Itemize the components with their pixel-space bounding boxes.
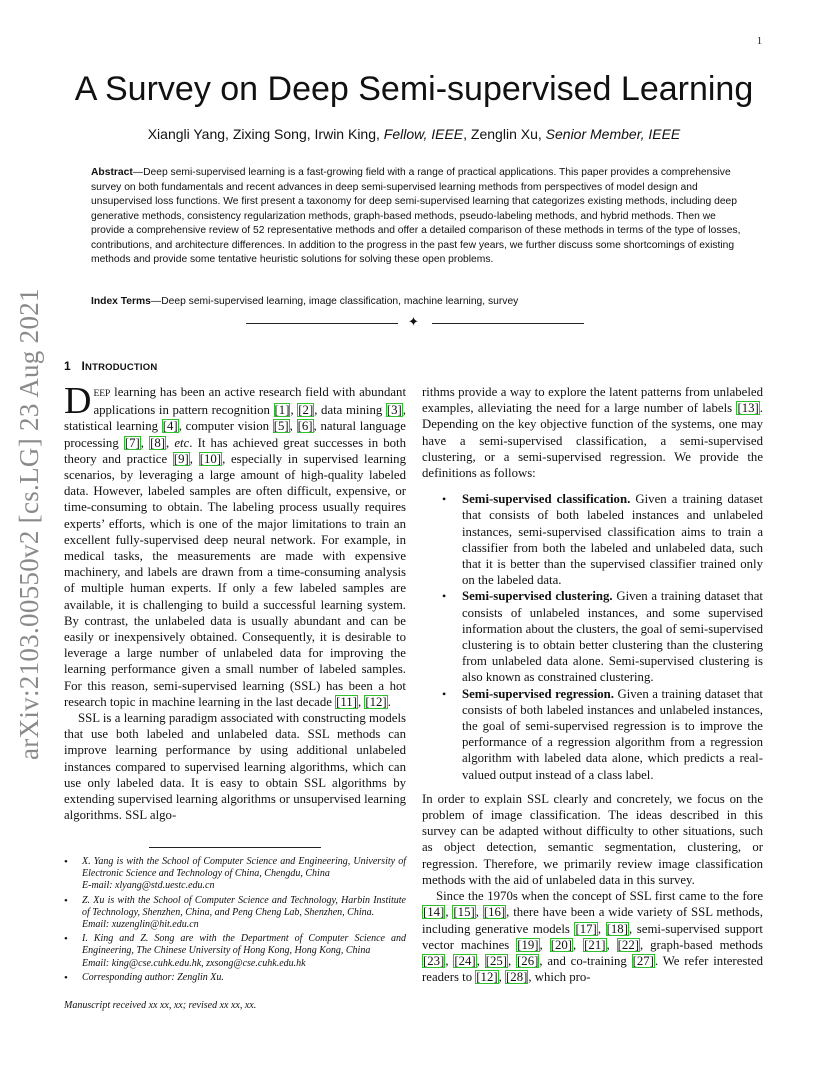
definition-text: Given a training dataset that consists of both labeled instances and unlabeled instances, semi-supervised classification aims to train a classifier from both the labeled and unlabeled data, such that it is better than the supervised classifier trained only on the labeled data. [462,492,763,588]
citation-link[interactable]: [18] [606,921,628,936]
small-caps-word: EEP [93,389,111,399]
text-run: , and co-training [539,953,632,968]
citation-link[interactable]: [20] [550,937,573,952]
paper-title: A Survey on Deep Semi-supervised Learning [74,70,754,108]
text-run: , there have been a wide variety of SSL methods, including generative models [422,905,763,936]
text-run: etc [174,435,190,450]
text-run: , which pro- [528,970,591,985]
citation-link[interactable]: [23] [423,953,445,968]
definition-term: Semi-supervised classification. [462,492,631,507]
citation-link[interactable]: [24] [454,953,476,968]
abstract-text: —Deep semi-supervised learning is a fast-growing field with a range of practical applications. This paper provides a comprehensive survey on both fundamentals and recent advances in deep semi-supervised learning methods from perspectives of model design and unsupervised loss functions. We first present a taxonomy for deep semi-supervised learning that categorizes existing methods, including deep generative methods, consistency regularization methods, graph-based methods, pseudo-labeling methods, and hybrid methods. Then we provide a comprehensive review of 52 representative methods and offer a detailed comparison of these methods in terms of the type of losses, contributions, and architecture differences. In addition to the progress in the past few years, we further discuss some shortcomings of existing methods and provide some tentative heuristic solutions for solving these open problems. [91,167,741,265]
footnote-email: Email: xuzenglin@hit.edu.cn [82,919,199,931]
right-column [422,384,763,985]
citation-link[interactable]: [2] [298,403,314,418]
text-run: . It has achieved great successes in both theory and practice [64,435,406,466]
citation-link[interactable]: [6] [297,419,313,434]
citation-link[interactable]: [28] [506,970,528,985]
body-paragraph: In order to explain SSL clearly and concretely, we focus on the problem of image classification. The ideas described in this survey can be adapted without difficulty to other situations, such as object detection, semantic segmentation, clustering, or regression. Therefore, we primarily review image classification methods with the aid of unlabeled data in this survey. [422,791,763,887]
index-terms [91,296,741,307]
footnote-email: Email: king@cse.cuhk.edu.hk, zxsong@cse.cuhk.edu.hk [82,957,306,969]
citation-link[interactable]: [15] [453,905,475,920]
text-run: , graph-based methods [639,937,763,952]
arxiv-stamp: arXiv:2103.00550v2 [cs.LG] 23 Aug 2021 [14,288,44,760]
divider-line [432,323,584,324]
citation-link[interactable]: [19] [517,937,539,952]
citation-link[interactable]: [10] [199,451,222,466]
text-run: , semi-supervised support vector machines [422,921,763,952]
author-names: Xiangli Yang, Zixing Song, Irwin King, [147,126,384,142]
section-title-rest: NTRODUCTION [85,362,158,373]
text-run: . We refer interested readers to [422,953,763,985]
divider-line [246,323,398,324]
text-run: . Depending on the key objective function of the systems, one may have a semi-supervised classification, a semi-supervised clustering, or a semi-supervised regression. We provide the definitions as follows: [422,401,763,481]
abstract [91,166,741,268]
text-run: , statistical learning [64,403,406,434]
definition-item [462,588,763,685]
text-run: . [387,694,391,709]
author-list [0,126,828,142]
intro-paragraph: SSL is a learning paradigm associated with constructing models that use both labeled and unlabeled data. SSL methods can improve learning performance by using additional unlabeled instances compared to supervised learning algorithms, which can use only labeled data. It is easy to obtain SSL algorithms by extending supervised learning algorithms or unsupervised learning algorithms. SSL algo- [64,711,406,823]
text-run: Since the 1970s when the concept of SSL first came to the fore [436,889,763,904]
text-run: rithms provide a way to explore the latent patterns from unlabeled examples, alleviating the need for a large number of labels [422,385,763,416]
definition-text: Given a training dataset that consists of both labeled instances and unlabeled instances, the goal of semi-supervised regression is to improve the performance of a regression algorithm from a regression algorithm with labeled data alone, which predicts a real-valued output instead of a class label. [462,686,763,782]
footnote-text: X. Yang is with the School of Computer Science and Engineering, University of Electronic Science and Technology of China, Chengdu, China [82,856,406,880]
text-run: , natural language processing [64,419,406,450]
section-title-initial: I [81,359,86,373]
footnotes [64,856,406,986]
footnote-text: I. King and Z. Song are with the Department of Computer Science and Engineering, The Chinese University of Hong Kong, Hong Kong, China [82,933,406,957]
footnote-text: Corresponding author: Zenglin Xu. [82,971,224,983]
citation-link[interactable]: [12] [365,694,387,709]
page-number: 1 [757,36,762,47]
body-paragraph [422,384,763,481]
citation-link[interactable]: [5] [273,419,289,434]
definition-text: Given a training dataset that consists of unlabeled instances, and some supervised information about the clusters, the goal of semi-supervised clustering is to obtain better clustering than the clustering from unlabeled data alone. Semi-supervised clustering is also known as constrained clustering. [462,589,763,685]
citation-link[interactable]: [17] [575,921,597,936]
citation-link[interactable]: [11] [336,694,357,709]
drop-cap: D [64,380,92,422]
citation-link[interactable]: [14] [423,905,445,920]
citation-link[interactable]: [26] [517,953,539,968]
citation-link[interactable]: [21] [584,937,606,952]
definition-term: Semi-supervised clustering. [462,589,613,604]
footnote [64,856,406,893]
citation-link[interactable]: [3] [386,403,402,418]
section-number: 1 [64,359,71,373]
footnote [64,972,406,984]
section-divider [246,316,584,330]
text-run: learning has been an active research field with abundant applications in pattern recognition [93,385,406,418]
text-run: , computer vision [178,419,273,434]
citation-link[interactable]: [8] [150,435,166,450]
index-terms-label: Index Terms [91,296,151,307]
author-names: , Zenglin Xu, [463,126,546,142]
citation-link[interactable]: [7] [124,435,140,450]
footnote [64,933,406,970]
citation-link[interactable]: [27] [632,953,654,968]
divider-star-icon: ✦ [408,314,419,329]
section-heading [64,359,157,373]
intro-paragraph: DEEP learning has been an active research field with abundant applications in pattern recognition [1], [2], data mining [3], statistical learning [4], computer vision [5], [6], natural language processing [7], [8], etc. It has achieved great successes in both theory and practice [9], [10], especially in supervised learning scenarios, by leveraging a large amount of high-quality labeled data. However, labeled samples are often difficult, expensive, or time-consuming to obtain. The labeling process usually requires experts’ efforts, which is one of the major limitations to train an excellent fully-supervised deep neural network. For example, in medical tasks, the measurements are made with expensive machinery, and labels are drawn from a time-consuming analysis of multiple human experts. If only a few labeled samples are available, it is challenging to build a successful learning system. By contrast, the unlabeled data is usually abundant and can be easily or inexpensively obtained. Consequently, it is desirable to leverage a large number of unlabeled data for improving the learning performance given a small number of labeled samples. For this reason, semi-supervised learning (SSL) has been a hot research topic in machine learning in the last decade [11], [12]. [64,380,406,709]
citation-link[interactable]: [25] [485,953,508,968]
definition-item [462,686,763,783]
manuscript-note: Manuscript received xx xx, xx; revised xx xx, xx. [64,1000,257,1011]
left-column [64,380,406,823]
definition-item [462,491,763,588]
citation-link[interactable]: [4] [162,419,178,434]
footnote-separator [149,847,321,848]
footnote-email: E-mail: xlyang@std.uestc.edu.cn [82,880,215,892]
citation-link[interactable]: [13] [737,401,759,416]
text-run: , data mining [314,403,386,418]
abstract-label: Abstract [91,167,133,178]
text-run: , especially in supervised learning scenarios, by leveraging a large amount of high-quality labeled data. However, labeled samples are often difficult, expensive, or time-consuming to obtain. The labeling process usually requires experts’ efforts, which is one of the major limitations to train an excellent fully-supervised deep neural network. For example, in medical tasks, the measurements are made with expensive machinery, and labels are drawn from a time-consuming analysis of multiple human experts. If only a few labeled samples are available, it is challenging to build a successful learning system. By contrast, the unlabeled data is usually abundant and can be easily or inexpensively obtained. Consequently, it is desirable to leverage a large number of unlabeled data for improving the learning performance given a small number of labeled samples. For this reason, semi-supervised learning (SSL) has been a hot research topic in machine learning in the last decade [64,451,406,709]
footnote-text: Z. Xu is with the School of Computer Science and Technology, Harbin Institute of Technology, Shenzhen, China, and Peng Cheng Lab, Shenzhen, China. [82,894,406,918]
text-run: , [166,435,175,450]
author-role: Senior Member, IEEE [545,126,681,142]
citation-link[interactable]: [12] [476,970,498,985]
definition-term: Semi-supervised regression. [462,686,614,701]
citation-link[interactable]: [1] [274,403,290,418]
citation-link[interactable]: [9] [173,451,189,466]
citation-link[interactable]: [22] [617,937,639,952]
footnote [64,895,406,932]
author-role: Fellow, IEEE [383,126,464,142]
citation-link[interactable]: [16] [483,905,506,920]
index-terms-text: —Deep semi-supervised learning, image classification, machine learning, survey [150,296,519,307]
definition-list [422,491,763,783]
body-paragraph: Since the 1970s when the concept of SSL first came to the fore [14], [15], [16], there have been a wide variety of SSL methods, including generative models [17], [18], semi-supervised support vector machines [19], [20], [21], [22], graph-based methods [23], [24], [25], [26], and co-training [27]. We refer interested readers to [12], [28], which pro- [422,889,763,985]
